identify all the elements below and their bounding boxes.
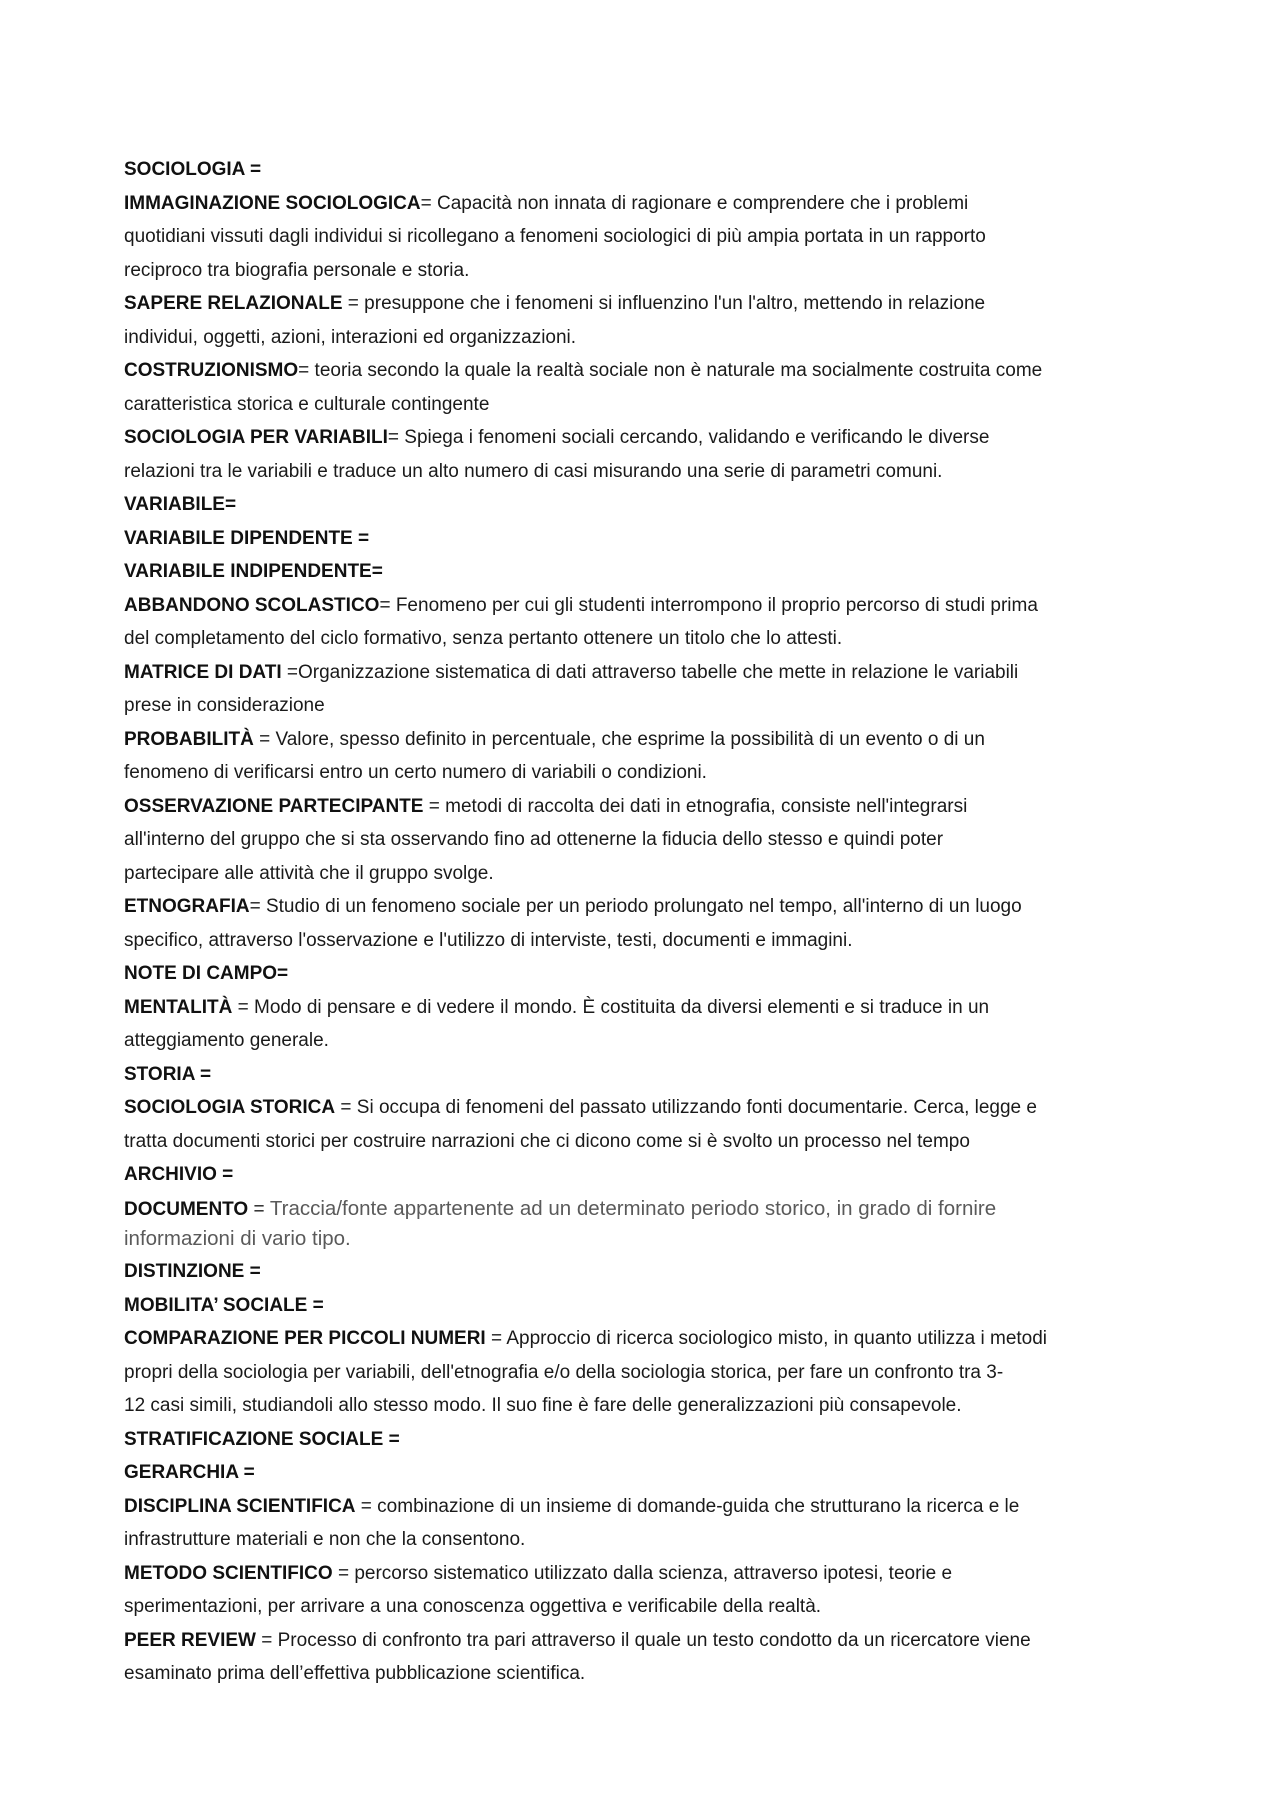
glossary-entry	[124, 354, 1224, 421]
entry-first-line	[124, 1423, 1224, 1457]
entry-definition-line: partecipare alle attività che il gruppo svolge.	[124, 862, 494, 884]
entry-term: GERARCHIA =	[124, 1462, 255, 1483]
entry-term: MATRICE DI DATI	[124, 661, 282, 683]
entry-first-line	[124, 1255, 1224, 1289]
entry-definition-line: fenomeno di verificarsi entro un certo numero di variabili o condizioni.	[124, 762, 707, 783]
entry-term: SOCIOLOGIA PER VARIABILI	[124, 427, 388, 448]
entry-term: COSTRUZIONISMO	[124, 360, 299, 381]
glossary-entry	[124, 991, 1224, 1058]
entry-definition-line: relazioni tra le variabili e traduce un alto numero di casi misurando una serie di parametri comuni.	[124, 460, 943, 482]
entry-term: PROBABILITÀ	[124, 728, 254, 750]
glossary-entry	[124, 1091, 1224, 1158]
entry-first-line	[124, 1322, 1224, 1356]
entry-definition-line: individui, oggetti, azioni, interazioni ed organizzazioni.	[124, 326, 577, 348]
entry-first-line	[124, 287, 1224, 321]
entry-first-line	[124, 1289, 1224, 1323]
entry-term: DOCUMENTO	[124, 1198, 249, 1220]
entry-term: VARIABILE INDIPENDENTE=	[124, 561, 383, 582]
entry-definition: =Organizzazione sistematica di dati attraverso tabelle che mette in relazione le variabili	[281, 661, 1019, 683]
entry-definition: = Spiega i fenomeni sociali cercando, validando e verificando le diverse	[387, 427, 990, 448]
entry-definition-line: specifico, attraverso l'osservazione e l'utilizzo di interviste, testi, documenti e immagini.	[124, 929, 853, 951]
entry-term: STORIA =	[124, 1063, 212, 1085]
entry-definition-line: reciproco tra biografia personale e storia.	[124, 259, 470, 281]
entry-term: STRATIFICAZIONE SOCIALE =	[124, 1428, 400, 1450]
entry-first-line	[124, 421, 1224, 455]
entry-first-line	[124, 957, 1224, 991]
glossary-entry	[124, 1289, 1224, 1323]
glossary-entry	[124, 421, 1224, 488]
entry-term: VARIABILE=	[124, 494, 237, 515]
entry-term: VARIABILE DIPENDENTE =	[124, 527, 370, 549]
glossary-entry	[124, 723, 1224, 790]
entry-first-line	[124, 723, 1224, 757]
glossary-entry	[124, 1456, 1224, 1490]
entry-definition: Traccia/fonte appartenente ad un determinato periodo storico, in grado di fornire	[269, 1196, 997, 1220]
entry-first-line	[124, 1192, 1224, 1226]
entry-term: DISTINZIONE =	[124, 1261, 261, 1282]
entry-definition-line: caratteristica storica e culturale contingente	[124, 393, 490, 415]
entry-first-line	[124, 1557, 1224, 1591]
glossary-entry	[124, 1423, 1224, 1457]
entry-term: SOCIOLOGIA STORICA	[124, 1097, 336, 1118]
glossary-entry	[124, 1322, 1224, 1423]
entry-definition: =	[248, 1198, 270, 1220]
glossary-entry	[124, 1557, 1224, 1624]
entry-first-line	[124, 1456, 1224, 1490]
glossary-entry	[124, 656, 1224, 723]
glossary-entry	[124, 153, 1224, 187]
glossary-entry	[124, 287, 1224, 354]
entry-first-line	[124, 790, 1224, 824]
entry-definition-line: del completamento del ciclo formativo, senza pertanto ottenere un titolo che lo attesti.	[124, 628, 843, 649]
entry-first-line	[124, 522, 1224, 556]
entry-definition: = Fenomeno per cui gli studenti interrompono il proprio percorso di studi prima	[379, 594, 1038, 616]
entry-first-line	[124, 354, 1224, 388]
entry-term: COMPARAZIONE PER PICCOLI NUMERI	[124, 1328, 486, 1349]
entry-term: ABBANDONO SCOLASTICO	[124, 594, 380, 616]
entry-first-line	[124, 991, 1224, 1025]
entry-definition-line: all'interno del gruppo che si sta osservando fino ad ottenerne la fiducia dello stesso e quindi poter	[124, 829, 944, 850]
entry-term: MOBILITA’ SOCIALE =	[124, 1294, 324, 1316]
entry-term: IMMAGINAZIONE SOCIOLOGICA	[124, 192, 421, 214]
glossary-entry	[124, 488, 1224, 522]
entry-definition: = Si occupa di fenomeni del passato utilizzando fonti documentarie. Cerca, legge e	[335, 1097, 1037, 1118]
entry-definition: = Processo di confronto tra pari attraverso il quale un testo condotto da un ricercatore viene	[255, 1629, 1031, 1651]
entry-first-line	[124, 589, 1224, 623]
entry-definition: = presuppone che i fenomeni si influenzino l'un l'altro, mettendo in relazione	[342, 293, 986, 314]
entry-definition-line: infrastrutture materiali e non che la consentono.	[124, 1529, 526, 1550]
entry-term: ETNOGRAFIA	[124, 896, 250, 917]
entry-first-line	[124, 1158, 1224, 1192]
entry-term: OSSERVAZIONE PARTECIPANTE	[124, 795, 424, 817]
entry-definition-line: atteggiamento generale.	[124, 1030, 329, 1051]
glossary-entry	[124, 1624, 1224, 1691]
entry-definition: = Valore, spesso definito in percentuale, che esprime la possibilità di un evento o di un	[253, 728, 985, 750]
entry-definition: = Modo di pensare e di vedere il mondo. È costituita da diversi elementi e si traduce in un	[232, 996, 990, 1018]
entry-first-line	[124, 890, 1224, 924]
entry-first-line	[124, 1490, 1224, 1524]
entry-definition-line: sperimentazioni, per arrivare a una conoscenza oggettiva e verificabile della realtà.	[124, 1596, 822, 1617]
entry-definition: = combinazione di un insieme di domande-guida che strutturano la ricerca e le	[355, 1495, 1020, 1517]
glossary-document	[124, 153, 1224, 1691]
entry-first-line	[124, 555, 1224, 589]
entry-definition-line: informazioni di vario tipo.	[124, 1227, 351, 1250]
entry-definition-line: prese in considerazione	[124, 695, 325, 716]
glossary-entry	[124, 555, 1224, 589]
entry-first-line	[124, 1058, 1224, 1092]
entry-definition: = teoria secondo la quale la realtà sociale non è naturale ma socialmente costruita come	[298, 360, 1043, 381]
entry-definition-line: propri della sociologia per variabili, dell'etnografia e/o della sociologia storica, per fare un confronto tra 3-	[124, 1361, 1004, 1383]
entry-term: DISCIPLINA SCIENTIFICA	[124, 1495, 356, 1517]
entry-first-line	[124, 187, 1224, 221]
entry-definition-line: quotidiani vissuti dagli individui si ricollegano a fenomeni sociologici di più ampia portata in un rapporto	[124, 226, 986, 247]
glossary-entry	[124, 1192, 1224, 1256]
glossary-entry	[124, 522, 1224, 556]
glossary-entry	[124, 1490, 1224, 1557]
glossary-entry	[124, 957, 1224, 991]
glossary-entry	[124, 1255, 1224, 1289]
entry-term: NOTE DI CAMPO=	[124, 963, 289, 984]
entry-term: ARCHIVIO =	[124, 1164, 234, 1185]
entry-first-line	[124, 153, 1224, 187]
entry-first-line	[124, 656, 1224, 690]
entry-first-line	[124, 488, 1224, 522]
entry-definition-line: esaminato prima dell’effettiva pubblicazione scientifica.	[124, 1663, 586, 1684]
entry-definition: = percorso sistematico utilizzato dalla scienza, attraverso ipotesi, teorie e	[332, 1562, 953, 1584]
glossary-entry	[124, 187, 1224, 288]
entry-term: MENTALITÀ	[124, 996, 233, 1018]
glossary-entry	[124, 790, 1224, 891]
glossary-entry	[124, 589, 1224, 656]
glossary-entry	[124, 890, 1224, 957]
entry-first-line	[124, 1624, 1224, 1658]
entry-term: PEER REVIEW	[124, 1629, 256, 1651]
entry-definition: = Studio di un fenomeno sociale per un periodo prolungato nel tempo, all'interno di un luogo	[249, 896, 1022, 917]
entry-definition-line: 12 casi simili, studiandoli allo stesso modo. Il suo fine è fare delle generalizzazioni più consapevole.	[124, 1395, 962, 1416]
entry-definition: = Capacità non innata di ragionare e comprendere che i problemi	[420, 192, 969, 214]
entry-definition-line: tratta documenti storici per costruire narrazioni che ci dicono come si è svolto un processo nel tempo	[124, 1130, 970, 1152]
glossary-entry	[124, 1158, 1224, 1192]
entry-definition: = metodi di raccolta dei dati in etnografia, consiste nell'integrarsi	[423, 795, 968, 817]
entry-term: SOCIOLOGIA =	[124, 159, 262, 180]
entry-term: SAPERE RELAZIONALE	[124, 293, 343, 314]
entry-first-line	[124, 1091, 1224, 1125]
entry-definition: = Approccio di ricerca sociologico misto, in quanto utilizza i metodi	[485, 1328, 1048, 1349]
entry-term: METODO SCIENTIFICO	[124, 1562, 333, 1584]
glossary-entry	[124, 1058, 1224, 1092]
